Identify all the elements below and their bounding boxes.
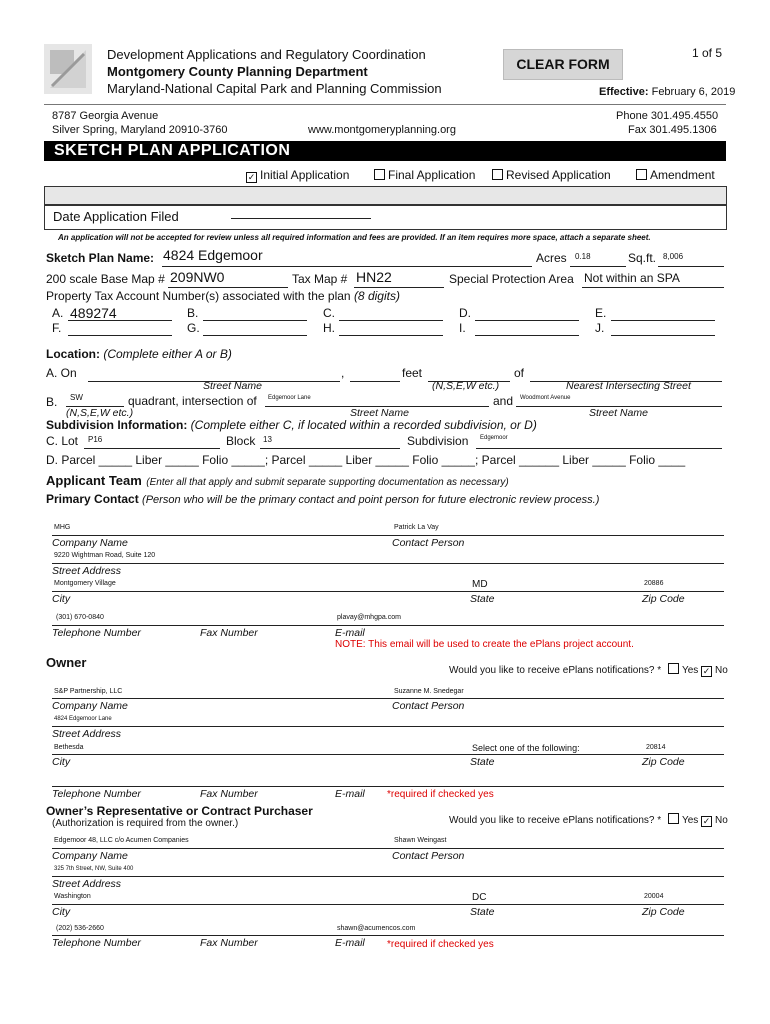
quadrant-label: quadrant, intersection of — [128, 394, 257, 408]
account-field-e[interactable] — [611, 320, 715, 321]
subdivision-value[interactable]: Edgemoor — [480, 435, 508, 441]
acres-label: Acres — [536, 251, 567, 265]
email-caption-2: E-mail — [335, 788, 365, 800]
location-a-feet-field[interactable] — [350, 381, 400, 382]
applicant-team-heading: Applicant Team (Enter all that apply and submit separate supporting documentation as necessary) — [46, 473, 509, 488]
city-caption-2: City — [52, 756, 71, 768]
location-b-street2-value[interactable]: Woodmont Avenue — [520, 395, 571, 401]
sqft-value[interactable]: 8,006 — [663, 252, 684, 261]
owner-contact-value[interactable]: Suzanne M. Snedegar — [394, 688, 464, 695]
account-label-j: J. — [595, 321, 605, 335]
primary-state-value[interactable]: MD — [472, 579, 488, 590]
zip-caption-1: Zip Code — [642, 593, 685, 605]
zip-caption-2: Zip Code — [642, 756, 685, 768]
option-final-application[interactable]: Final Application — [374, 168, 475, 182]
primary-city-line — [52, 591, 724, 592]
tel-caption-3: Telephone Number — [52, 937, 141, 949]
direction-caption: (N,S,E,W etc.) — [432, 380, 500, 392]
lot-label: C. Lot — [46, 434, 79, 448]
sqft-field[interactable] — [658, 266, 724, 267]
primary-tel-value[interactable]: (301) 670-0840 — [56, 614, 104, 621]
option-amendment[interactable]: Amendment — [636, 168, 715, 182]
rep-eplans-question: Would you like to receive ePlans notifications? * Yes ✓ No — [449, 815, 728, 826]
fax-caption-2: Fax Number — [200, 788, 258, 800]
owner-street-value[interactable]: 4824 Edgemoor Lane — [54, 716, 112, 722]
rep-company-value[interactable]: Edgemoor 48, LLC c/o Acumen Companies — [54, 837, 189, 844]
subdivision-field[interactable] — [476, 448, 722, 449]
base-map-value[interactable]: 209NW0 — [170, 269, 225, 285]
subdivision-label: Subdivision — [407, 434, 469, 448]
direction-caption-b: (N,S,E,W etc.) — [66, 407, 134, 419]
block-label: Block — [226, 434, 256, 448]
owner-city-line — [52, 754, 724, 755]
account-field-f[interactable] — [68, 335, 172, 336]
base-map-field[interactable] — [168, 287, 288, 288]
primary-street-line — [52, 563, 724, 564]
clear-form-label: CLEAR FORM — [516, 56, 610, 72]
required-note-2: *required if checked yes — [387, 939, 494, 950]
rep-company-line — [52, 848, 724, 849]
office-use-shaded-row — [44, 186, 727, 206]
required-note-1: *required if checked yes — [387, 789, 494, 800]
fax-caption-3: Fax Number — [200, 937, 258, 949]
zip-caption-3: Zip Code — [642, 906, 685, 918]
location-b-street-value[interactable]: Edgemoor Lane — [268, 395, 311, 401]
spa-value[interactable]: Not within an SPA — [584, 271, 680, 285]
of-label: of — [514, 366, 525, 380]
tax-account-label: Property Tax Account Number(s) associated with the plan (8 digits) — [46, 289, 400, 303]
checkbox-final-application[interactable] — [374, 169, 385, 180]
notice-text: An application will not be accepted for review unless all required information and fees are provided. If an item requires more space, attach a separate sheet. — [58, 233, 651, 242]
rep-city-value[interactable]: Washington — [54, 893, 91, 900]
account-label-b: B. — [187, 306, 199, 320]
state-caption-1: State — [470, 593, 495, 605]
sqft-label: Sq.ft. — [628, 251, 657, 265]
account-field-i[interactable] — [475, 335, 579, 336]
checkbox-amendment[interactable] — [636, 169, 647, 180]
rep-street-value[interactable]: 325 7th Street, NW, Suite 400 — [54, 866, 134, 872]
city-caption-3: City — [52, 906, 71, 918]
address-line-2: Silver Spring, Maryland 20910-3760 — [52, 124, 228, 136]
rep-street-line — [52, 876, 724, 877]
account-label-a: A. — [52, 306, 64, 320]
company-caption-2: Company Name — [52, 700, 128, 712]
tax-map-field[interactable] — [354, 287, 444, 288]
mncppc-logo — [44, 44, 92, 94]
comma: , — [341, 366, 345, 380]
owner-city-value[interactable]: Bethesda — [54, 744, 84, 751]
rep-no-checkbox[interactable]: ✓ — [702, 816, 711, 826]
parcel-line[interactable]: D. Parcel _____ Liber _____ Folio _____; Parcel _____ Liber _____ Folio _____; Parcel ______ Liber _____ Folio ____ — [46, 453, 686, 467]
rep-yes-checkbox[interactable] — [668, 813, 679, 824]
title-bar — [44, 141, 726, 161]
account-label-h: H. — [323, 321, 335, 335]
contact-caption-2: Contact Person — [392, 700, 465, 712]
location-b-label: B. — [46, 395, 58, 409]
owner-company-value[interactable]: S&P Partnership, LLC — [54, 688, 123, 695]
rep-heading: Owner’s Representative or Contract Purchaser — [46, 804, 313, 818]
block-field[interactable] — [260, 448, 400, 449]
page-number: 1 of 5 — [692, 46, 723, 60]
acres-field[interactable] — [570, 266, 626, 267]
street-caption-2: Street Address — [52, 728, 122, 740]
street-caption-3: Street Address — [52, 878, 122, 890]
account-field-g[interactable] — [203, 335, 307, 336]
tax-map-value[interactable]: HN22 — [356, 269, 392, 285]
account-label-f: F. — [52, 321, 62, 335]
base-map-label: 200 scale Base Map # — [46, 272, 165, 286]
street-caption-1: Street Address — [52, 565, 122, 577]
account-field-j[interactable] — [611, 335, 715, 336]
spa-field[interactable] — [582, 287, 724, 288]
state-caption-2: State — [470, 756, 495, 768]
date-filed-box — [44, 204, 727, 230]
account-label-i: I. — [459, 321, 466, 335]
account-a-value[interactable]: 489274 — [70, 305, 117, 321]
email-caption-1: E-mail — [335, 627, 365, 639]
location-a-label: A. On — [46, 366, 77, 380]
spa-label: Special Protection Area — [449, 272, 574, 286]
contact-caption-1: Contact Person — [392, 537, 465, 549]
owner-tel-line — [52, 786, 724, 787]
tax-map-label: Tax Map # — [292, 272, 348, 286]
rep-tel-line — [52, 935, 724, 936]
sketch-plan-name-field[interactable] — [162, 266, 532, 267]
date-filed-label: Date Application Filed — [53, 209, 179, 224]
rep-zip-value[interactable]: 20004 — [644, 893, 664, 900]
account-field-b[interactable] — [203, 320, 307, 321]
primary-street-value[interactable]: 9220 Wightman Road, Suite 120 — [54, 552, 156, 559]
rep-tel-value[interactable]: (202) 536-2660 — [56, 925, 104, 932]
owner-zip-value[interactable]: 20814 — [646, 744, 666, 751]
owner-no-checkbox[interactable]: ✓ — [702, 666, 711, 676]
option-revised-application[interactable]: Revised Application — [492, 168, 611, 182]
account-label-c: C. — [323, 306, 335, 320]
account-label-g: G. — [187, 321, 200, 335]
street-name-caption-b: Street Name — [350, 407, 409, 419]
and-label: and — [493, 394, 514, 408]
tel-caption-1: Telephone Number — [52, 627, 141, 639]
rep-contact-value[interactable]: Shawn Weingast — [394, 837, 447, 844]
feet-label: feet — [402, 366, 423, 380]
location-heading: Location: (Complete either A or B) — [46, 347, 232, 361]
sketch-plan-name-label: Sketch Plan Name: — [46, 251, 155, 265]
owner-heading: Owner — [46, 655, 87, 670]
dept-line-2: Montgomery County Planning Department — [107, 64, 368, 79]
street-name-caption-b2: Street Name — [589, 407, 648, 419]
fax-caption-1: Fax Number — [200, 627, 258, 639]
account-label-e: E. — [595, 306, 607, 320]
block-value[interactable]: 13 — [263, 435, 272, 444]
checkbox-revised-application[interactable] — [492, 169, 503, 180]
nearest-street-caption: Nearest Intersecting Street — [566, 380, 691, 392]
tel-caption-2: Telephone Number — [52, 788, 141, 800]
email-note: NOTE: This email will be used to create the ePlans project account. — [335, 639, 634, 650]
owner-street-line — [52, 726, 724, 727]
primary-company-value[interactable]: MHG — [54, 524, 71, 531]
option-initial-application[interactable]: ✓ Initial Application — [247, 168, 350, 182]
city-caption-1: City — [52, 593, 71, 605]
rep-city-line — [52, 904, 724, 905]
account-field-d[interactable] — [475, 320, 579, 321]
date-filed-line[interactable] — [231, 218, 371, 219]
checkbox-initial-application[interactable]: ✓ — [247, 172, 256, 182]
primary-zip-value[interactable]: 20886 — [644, 580, 664, 587]
primary-city-value[interactable]: Montgomery Village — [54, 580, 116, 587]
state-caption-3: State — [470, 906, 495, 918]
primary-contact-value[interactable]: Patrick La Vay — [394, 524, 439, 531]
owner-state-select[interactable]: Select one of the following: — [472, 743, 580, 753]
contact-caption-3: Contact Person — [392, 850, 465, 862]
sketch-plan-name-value[interactable]: 4824 Edgemoor — [163, 247, 263, 263]
location-b-direction-value[interactable]: SW — [70, 393, 83, 402]
acres-value[interactable]: 0.18 — [575, 252, 591, 261]
clear-form-button[interactable] — [503, 49, 623, 80]
rep-state-value[interactable]: DC — [472, 892, 487, 903]
primary-company-line — [52, 535, 724, 536]
owner-yes-checkbox[interactable] — [668, 663, 679, 674]
header-divider — [44, 104, 726, 105]
primary-contact-heading: Primary Contact (Person who will be the primary contact and point person for future electronic review process.) — [46, 492, 600, 506]
owner-company-line — [52, 698, 724, 699]
dept-line-3: Maryland-National Capital Park and Planning Commission — [107, 81, 442, 96]
street-name-caption: Street Name — [203, 380, 262, 392]
account-field-c[interactable] — [339, 320, 443, 321]
account-label-d: D. — [459, 306, 471, 320]
rep-subheading: (Authorization is required from the owner.) — [52, 818, 239, 829]
form-title: SKETCH PLAN APPLICATION — [54, 142, 291, 159]
email-caption-3: E-mail — [335, 937, 365, 949]
subdivision-heading: Subdivision Information: (Complete either C, if located within a recorded subdivision, or D) — [46, 418, 537, 432]
rep-email-value[interactable]: shawn@acumencos.com — [337, 925, 416, 932]
account-field-h[interactable] — [339, 335, 443, 336]
effective-date: Effective: February 6, 2019 — [599, 86, 736, 98]
dept-line-1: Development Applications and Regulatory Coordination — [107, 47, 426, 62]
address-line-1: 8787 Georgia Avenue — [52, 110, 159, 122]
website-link[interactable]: www.montgomeryplanning.org — [308, 124, 456, 136]
primary-email-value[interactable]: plavay@mhgpa.com — [337, 614, 401, 621]
owner-eplans-question: Would you like to receive ePlans notifications? * Yes ✓ No — [449, 665, 728, 676]
company-caption-3: Company Name — [52, 850, 128, 862]
lot-field[interactable] — [84, 448, 220, 449]
fax-number: Fax 301.495.1306 — [628, 124, 717, 136]
company-caption-1: Company Name — [52, 537, 128, 549]
primary-tel-line — [52, 625, 724, 626]
lot-value[interactable]: P16 — [88, 435, 103, 444]
phone-number: Phone 301.495.4550 — [616, 110, 719, 122]
